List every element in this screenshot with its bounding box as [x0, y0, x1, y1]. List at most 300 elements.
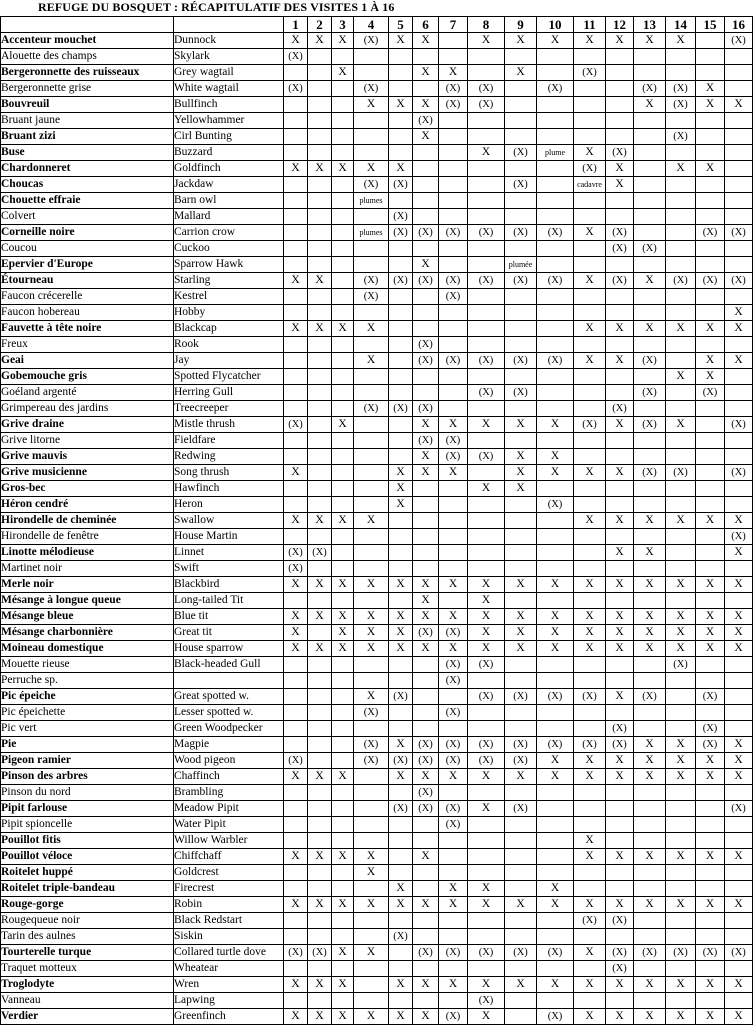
page-title: REFUGE DU BOSQUET : RÉCAPITULATIF DES VISITES 1 À 16: [38, 0, 395, 14]
column-header-14: 14: [666, 17, 696, 33]
visit-cell: [468, 113, 505, 129]
visit-cell: X: [389, 737, 413, 753]
visit-cell: [574, 49, 606, 65]
visit-cell: X: [505, 897, 537, 913]
visit-cell: X: [505, 465, 537, 481]
table-row: [1, 593, 753, 609]
visit-cell: [308, 401, 332, 417]
visit-cell: [332, 337, 354, 353]
visit-cell: [696, 801, 725, 817]
visit-cell: (X): [725, 33, 753, 49]
visit-cell: [439, 849, 468, 865]
visit-cell: X: [505, 769, 537, 785]
visit-cell: [308, 529, 332, 545]
visit-cell: [284, 337, 308, 353]
visit-cell: X: [574, 833, 606, 849]
visit-cell: [389, 321, 413, 337]
visit-cell: [308, 465, 332, 481]
french-name: Pouillot véloce: [1, 849, 174, 865]
visit-cell: [332, 433, 354, 449]
visit-cell: [634, 177, 666, 193]
visit-cell: X: [505, 417, 537, 433]
visit-cell: X: [284, 1009, 308, 1025]
visit-cell: [505, 817, 537, 833]
visit-cell: [439, 113, 468, 129]
visit-cell: X: [606, 465, 634, 481]
visit-cell: (X): [468, 385, 505, 401]
french-name: Perruche sp.: [1, 673, 174, 689]
visit-cell: [332, 369, 354, 385]
visit-cell: X: [332, 577, 354, 593]
visit-cell: [332, 753, 354, 769]
visit-cell: X: [634, 33, 666, 49]
visit-cell: X: [666, 897, 696, 913]
visit-cell: [389, 833, 413, 849]
visit-cell: X: [696, 513, 725, 529]
visit-cell: [284, 881, 308, 897]
french-name: Merle noir: [1, 577, 174, 593]
visit-cell: [537, 481, 574, 497]
table-row: [1, 321, 753, 337]
visit-cell: [606, 705, 634, 721]
visit-cell: X: [574, 641, 606, 657]
visit-cell: (X): [505, 177, 537, 193]
french-name: Roitelet huppé: [1, 865, 174, 881]
visit-cell: [574, 369, 606, 385]
visit-cell: [389, 113, 413, 129]
visit-cell: [413, 721, 439, 737]
french-name: Roitelet triple-bandeau: [1, 881, 174, 897]
visit-cell: [332, 449, 354, 465]
table-row: [1, 865, 753, 881]
visit-cell: X: [725, 577, 753, 593]
visit-cell: [505, 97, 537, 113]
visit-cell: [666, 865, 696, 881]
column-header-5: 5: [389, 17, 413, 33]
visit-cell: (X): [354, 289, 389, 305]
visit-cell: [284, 145, 308, 161]
visit-cell: [308, 689, 332, 705]
visit-cell: [725, 833, 753, 849]
visit-cell: [332, 865, 354, 881]
column-header-15: 15: [696, 17, 725, 33]
visit-cell: X: [284, 161, 308, 177]
english-name: Treecreeper: [174, 401, 284, 417]
table-row: [1, 177, 753, 193]
visit-cell: [505, 193, 537, 209]
visit-cell: X: [284, 465, 308, 481]
visit-cell: [389, 449, 413, 465]
visit-cell: X: [308, 513, 332, 529]
visit-cell: [537, 177, 574, 193]
visit-cell: X: [666, 737, 696, 753]
visit-cell: (X): [725, 465, 753, 481]
visit-cell: X: [439, 881, 468, 897]
visit-cell: (X): [468, 753, 505, 769]
visit-cell: (X): [284, 545, 308, 561]
visit-cell: plume: [537, 145, 574, 161]
visit-cell: [308, 449, 332, 465]
visit-cell: [468, 913, 505, 929]
visit-cell: X: [606, 577, 634, 593]
visit-cell: [354, 721, 389, 737]
visit-cell: [725, 257, 753, 273]
table-row: [1, 577, 753, 593]
visit-cell: X: [606, 545, 634, 561]
visit-cell: X: [666, 753, 696, 769]
visit-cell: (X): [439, 753, 468, 769]
visit-cell: X: [389, 977, 413, 993]
french-name: Pipit spioncelle: [1, 817, 174, 833]
english-name: Song thrush: [174, 465, 284, 481]
visit-cell: X: [696, 369, 725, 385]
visit-cell: (X): [696, 273, 725, 289]
french-name: Bouvreuil: [1, 97, 174, 113]
visit-cell: [725, 113, 753, 129]
visit-cell: X: [606, 161, 634, 177]
visit-cell: [332, 49, 354, 65]
visit-cell: [468, 401, 505, 417]
visit-cell: [725, 241, 753, 257]
visit-cell: [468, 785, 505, 801]
visit-cell: [308, 225, 332, 241]
visit-cell: [439, 529, 468, 545]
visit-cell: X: [634, 977, 666, 993]
visit-cell: X: [606, 977, 634, 993]
visit-cell: [332, 305, 354, 321]
visit-cell: [284, 97, 308, 113]
visit-cell: [634, 145, 666, 161]
visit-cell: [354, 561, 389, 577]
visit-cell: (X): [666, 273, 696, 289]
visit-cell: (X): [505, 737, 537, 753]
visit-cell: [284, 913, 308, 929]
visit-cell: [634, 401, 666, 417]
visit-cell: X: [413, 129, 439, 145]
visit-cell: [574, 337, 606, 353]
visit-cell: [413, 705, 439, 721]
visit-cell: (X): [634, 417, 666, 433]
visit-cell: X: [354, 1009, 389, 1025]
visit-cell: [725, 177, 753, 193]
french-name: Hirondelle de fenêtre: [1, 529, 174, 545]
french-name: Faucon hobereau: [1, 305, 174, 321]
table-row: [1, 977, 753, 993]
visit-cell: X: [413, 465, 439, 481]
visit-cell: [389, 817, 413, 833]
visit-cell: (X): [468, 225, 505, 241]
visit-cell: X: [606, 753, 634, 769]
visit-cell: [725, 193, 753, 209]
visit-cell: (X): [666, 81, 696, 97]
visit-cell: X: [725, 769, 753, 785]
french-name: Chardonneret: [1, 161, 174, 177]
english-name: Buzzard: [174, 145, 284, 161]
visit-cell: [696, 961, 725, 977]
visit-cell: (X): [725, 529, 753, 545]
french-name: Grive litorne: [1, 433, 174, 449]
visit-cell: (X): [439, 97, 468, 113]
visit-cell: [468, 513, 505, 529]
visit-cell: [696, 401, 725, 417]
visit-cell: X: [354, 897, 389, 913]
visit-cell: (X): [413, 337, 439, 353]
visit-cell: [606, 817, 634, 833]
visit-cell: [389, 993, 413, 1009]
english-name: Cirl Bunting: [174, 129, 284, 145]
english-name: Meadow Pipit: [174, 801, 284, 817]
english-name: Dunnock: [174, 33, 284, 49]
visit-cell: [606, 449, 634, 465]
visit-cell: (X): [574, 65, 606, 81]
french-name: Pigeon ramier: [1, 753, 174, 769]
table-row: [1, 913, 753, 929]
visit-cell: X: [308, 769, 332, 785]
visit-cell: [574, 561, 606, 577]
visit-cell: [308, 257, 332, 273]
visit-cell: [308, 929, 332, 945]
visit-cell: (X): [413, 625, 439, 641]
visit-cell: [696, 433, 725, 449]
visit-cell: [574, 385, 606, 401]
visit-cell: (X): [505, 753, 537, 769]
table-row: [1, 753, 753, 769]
visit-cell: [308, 129, 332, 145]
visit-cell: [439, 337, 468, 353]
visit-cell: [332, 241, 354, 257]
visit-cell: [505, 657, 537, 673]
table-row: [1, 417, 753, 433]
visit-cell: [574, 817, 606, 833]
visit-cell: X: [666, 577, 696, 593]
visit-cell: X: [468, 145, 505, 161]
visit-cell: [439, 689, 468, 705]
visit-cell: X: [332, 161, 354, 177]
visit-cell: [389, 129, 413, 145]
visit-cell: [537, 193, 574, 209]
visit-cell: [354, 113, 389, 129]
english-name: Hawfinch: [174, 481, 284, 497]
visit-cell: [505, 865, 537, 881]
visit-cell: (X): [439, 81, 468, 97]
visit-cell: [725, 929, 753, 945]
visit-cell: (X): [537, 225, 574, 241]
visit-cell: (X): [537, 81, 574, 97]
visit-cell: [725, 817, 753, 833]
visit-cell: [696, 449, 725, 465]
visit-cell: X: [468, 577, 505, 593]
french-name: Mésange charbonnière: [1, 625, 174, 641]
visit-cell: (X): [389, 225, 413, 241]
visit-cell: [537, 289, 574, 305]
visit-cell: [634, 369, 666, 385]
visit-cell: X: [413, 897, 439, 913]
visit-cell: X: [505, 481, 537, 497]
visit-cell: [354, 433, 389, 449]
visit-cell: X: [696, 641, 725, 657]
visit-cell: (X): [413, 353, 439, 369]
visit-cell: [413, 289, 439, 305]
visit-cell: (X): [308, 945, 332, 961]
visit-cell: [332, 209, 354, 225]
visit-cell: [537, 561, 574, 577]
table-row: [1, 817, 753, 833]
visit-cell: [332, 401, 354, 417]
visit-cell: [439, 785, 468, 801]
visit-cell: [389, 369, 413, 385]
visit-cell: [505, 849, 537, 865]
visit-cell: X: [574, 225, 606, 241]
visit-cell: [413, 81, 439, 97]
visit-cell: [696, 49, 725, 65]
visit-cell: [413, 689, 439, 705]
visit-cell: [696, 785, 725, 801]
visit-cell: [332, 673, 354, 689]
visit-cell: [332, 497, 354, 513]
french-name: Tarin des aulnes: [1, 929, 174, 945]
visit-cell: [468, 65, 505, 81]
visit-cell: [725, 49, 753, 65]
visit-cell: [308, 961, 332, 977]
visit-cell: X: [354, 689, 389, 705]
visit-cell: [634, 785, 666, 801]
visit-cell: X: [725, 641, 753, 657]
visit-cell: [413, 545, 439, 561]
visit-cell: [725, 993, 753, 1009]
visit-cell: [468, 465, 505, 481]
visit-cell: [725, 145, 753, 161]
visit-cell: [413, 993, 439, 1009]
visit-cell: [413, 913, 439, 929]
visit-cell: [284, 305, 308, 321]
visit-cell: [284, 929, 308, 945]
visit-cell: X: [725, 545, 753, 561]
visit-cell: [606, 833, 634, 849]
visit-cell: [696, 705, 725, 721]
visit-cell: (X): [574, 913, 606, 929]
visit-cell: [537, 993, 574, 1009]
table-row: [1, 209, 753, 225]
visit-cell: X: [413, 977, 439, 993]
visit-cell: [468, 241, 505, 257]
visit-cell: [725, 785, 753, 801]
visit-cell: X: [696, 977, 725, 993]
visit-cell: X: [468, 417, 505, 433]
visit-cell: [666, 833, 696, 849]
visit-cell: [284, 193, 308, 209]
visit-cell: [468, 817, 505, 833]
visit-cell: [332, 81, 354, 97]
french-name: Pic épeichette: [1, 705, 174, 721]
visit-cell: X: [332, 977, 354, 993]
visit-cell: [537, 337, 574, 353]
table-row: [1, 97, 753, 113]
english-name: Swift: [174, 561, 284, 577]
table-row: [1, 449, 753, 465]
visit-cell: X: [389, 897, 413, 913]
visit-cell: [606, 497, 634, 513]
visit-cell: (X): [389, 177, 413, 193]
visit-cell: [666, 385, 696, 401]
visits-table: [0, 16, 753, 1025]
visit-cell: X: [537, 609, 574, 625]
visit-cell: X: [696, 161, 725, 177]
visit-cell: X: [413, 1009, 439, 1025]
visit-cell: X: [666, 161, 696, 177]
english-name: Linnet: [174, 545, 284, 561]
visit-cell: (X): [666, 465, 696, 481]
french-name: Choucas: [1, 177, 174, 193]
visit-cell: [725, 593, 753, 609]
visit-cell: [389, 385, 413, 401]
visit-cell: [634, 497, 666, 513]
visit-cell: (X): [537, 353, 574, 369]
visit-cell: [696, 177, 725, 193]
visit-cell: [284, 721, 308, 737]
visit-cell: [606, 305, 634, 321]
visit-cell: [606, 865, 634, 881]
visit-cell: X: [634, 577, 666, 593]
visit-cell: [725, 689, 753, 705]
visit-cell: [505, 913, 537, 929]
visit-cell: X: [332, 321, 354, 337]
visit-cell: (X): [284, 753, 308, 769]
visit-cell: [666, 289, 696, 305]
visit-cell: (X): [537, 945, 574, 961]
visit-cell: [537, 129, 574, 145]
visit-cell: (X): [574, 689, 606, 705]
visit-cell: X: [634, 625, 666, 641]
visit-cell: [332, 657, 354, 673]
visit-cell: X: [537, 753, 574, 769]
visit-cell: [354, 881, 389, 897]
visit-cell: (X): [354, 753, 389, 769]
visit-cell: X: [284, 33, 308, 49]
visit-cell: [308, 737, 332, 753]
visit-cell: X: [725, 609, 753, 625]
english-name: Rook: [174, 337, 284, 353]
visit-cell: X: [332, 849, 354, 865]
visit-cell: [634, 817, 666, 833]
visit-cell: X: [696, 321, 725, 337]
visit-cell: [389, 337, 413, 353]
visit-cell: [725, 913, 753, 929]
visit-cell: [696, 465, 725, 481]
visit-cell: [354, 337, 389, 353]
english-name: Great tit: [174, 625, 284, 641]
visit-cell: [537, 817, 574, 833]
english-name: Goldfinch: [174, 161, 284, 177]
visit-cell: X: [468, 609, 505, 625]
visit-cell: [574, 481, 606, 497]
visit-cell: [666, 305, 696, 321]
visit-cell: X: [308, 897, 332, 913]
visit-cell: [537, 321, 574, 337]
visit-cell: [725, 129, 753, 145]
visit-cell: [634, 65, 666, 81]
visit-cell: (X): [284, 945, 308, 961]
visit-cell: [725, 385, 753, 401]
visit-cell: (X): [725, 225, 753, 241]
visit-cell: [537, 401, 574, 417]
french-name: Linotte mélodieuse: [1, 545, 174, 561]
french-name: Gobemouche gris: [1, 369, 174, 385]
visit-cell: [696, 913, 725, 929]
visit-cell: [666, 225, 696, 241]
visit-cell: [468, 849, 505, 865]
visit-cell: (X): [634, 945, 666, 961]
visit-cell: [284, 657, 308, 673]
